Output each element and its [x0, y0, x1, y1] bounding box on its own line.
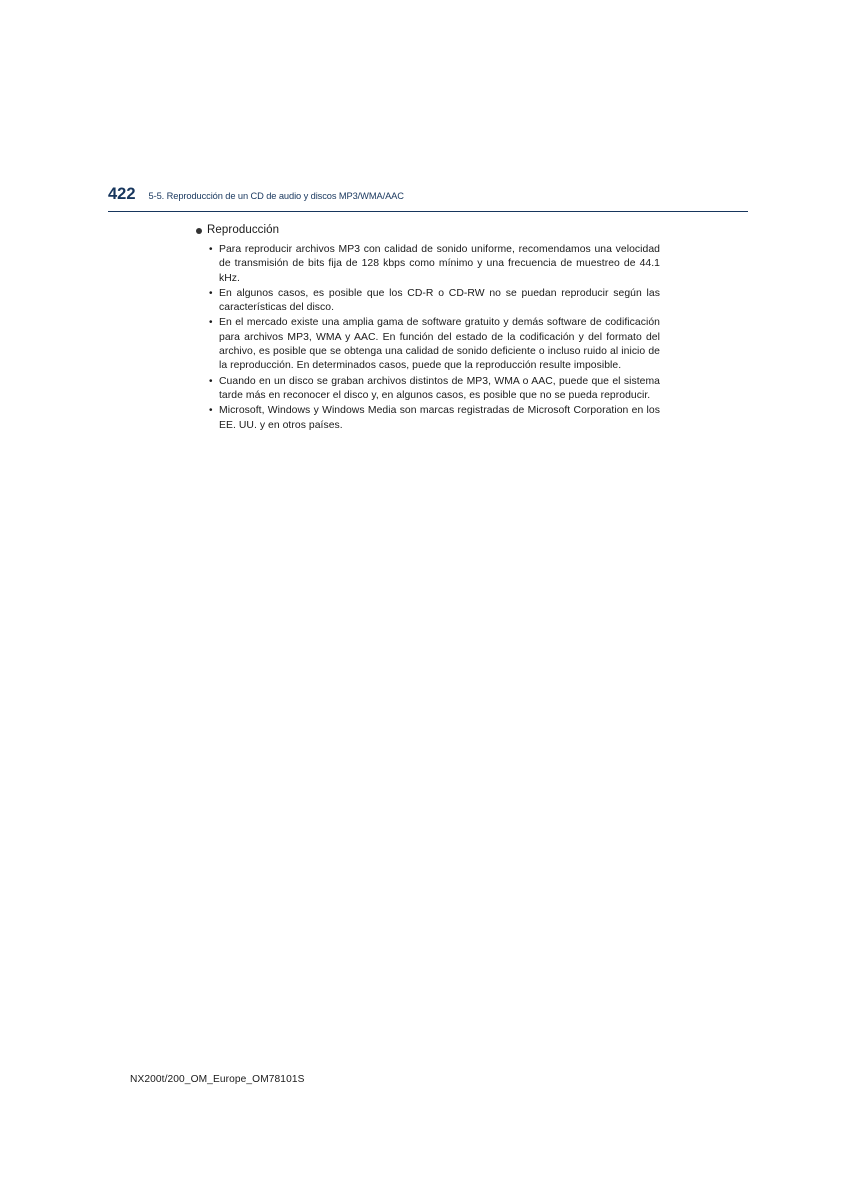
list-item-text: Cuando en un disco se graban archivos distintos de MP3, WMA o AAC, puede que el sistema tarde más en reconocer el disco y, en algunos casos, es posible que no se pueda reproducir. — [219, 375, 660, 401]
list-item — [208, 375, 660, 404]
header-section-title: 5-5. Reproducción de un CD de audio y discos MP3/WMA/AAC — [148, 191, 404, 201]
list-bullet-icon: • — [209, 405, 213, 417]
list-item-text: Para reproducir archivos MP3 con calidad de sonido uniforme, recomendamos una velocidad de transmisión de bits fija de 128 kbps como mínimo y una frecuencia de muestreo de 44.1 kHz. — [219, 244, 660, 284]
list-bullet-icon: • — [209, 317, 213, 329]
list-bullet-icon: • — [209, 287, 213, 299]
list-item — [208, 287, 660, 316]
list-item — [208, 316, 660, 373]
section-heading — [196, 224, 279, 238]
bullet-list — [208, 243, 660, 434]
list-item-text: En algunos casos, es posible que los CD-R o CD-RW no se puedan reproducir según las características del disco. — [219, 287, 660, 314]
footer-document-code: NX200t/200_OM_Europe_OM78101S — [130, 1074, 305, 1085]
page-header — [108, 186, 748, 203]
list-item — [208, 404, 660, 433]
bullet-dot-icon — [196, 228, 202, 234]
list-item-text: Microsoft, Windows y Windows Media son marcas registradas de Microsoft Corporation en los EE. UU. y en otros países. — [219, 405, 660, 431]
list-item-text: En el mercado existe una amplia gama de software gratuito y demás software de codificación para archivos MP3, WMA y AAC. En función del estado de la codificación y del formato del archivo, es posible que se obtenga una calidad de sonido deficiente o incluso ruido al inicio de la reproducción. En determinados casos, puede que la reproducción resulte imposible. — [219, 317, 660, 372]
list-bullet-icon: • — [209, 375, 213, 387]
header-divider — [108, 211, 748, 212]
page-number: 422 — [108, 185, 136, 203]
section-heading-label: Reproducción — [207, 224, 280, 236]
list-item — [208, 243, 660, 286]
list-bullet-icon: • — [209, 244, 213, 255]
